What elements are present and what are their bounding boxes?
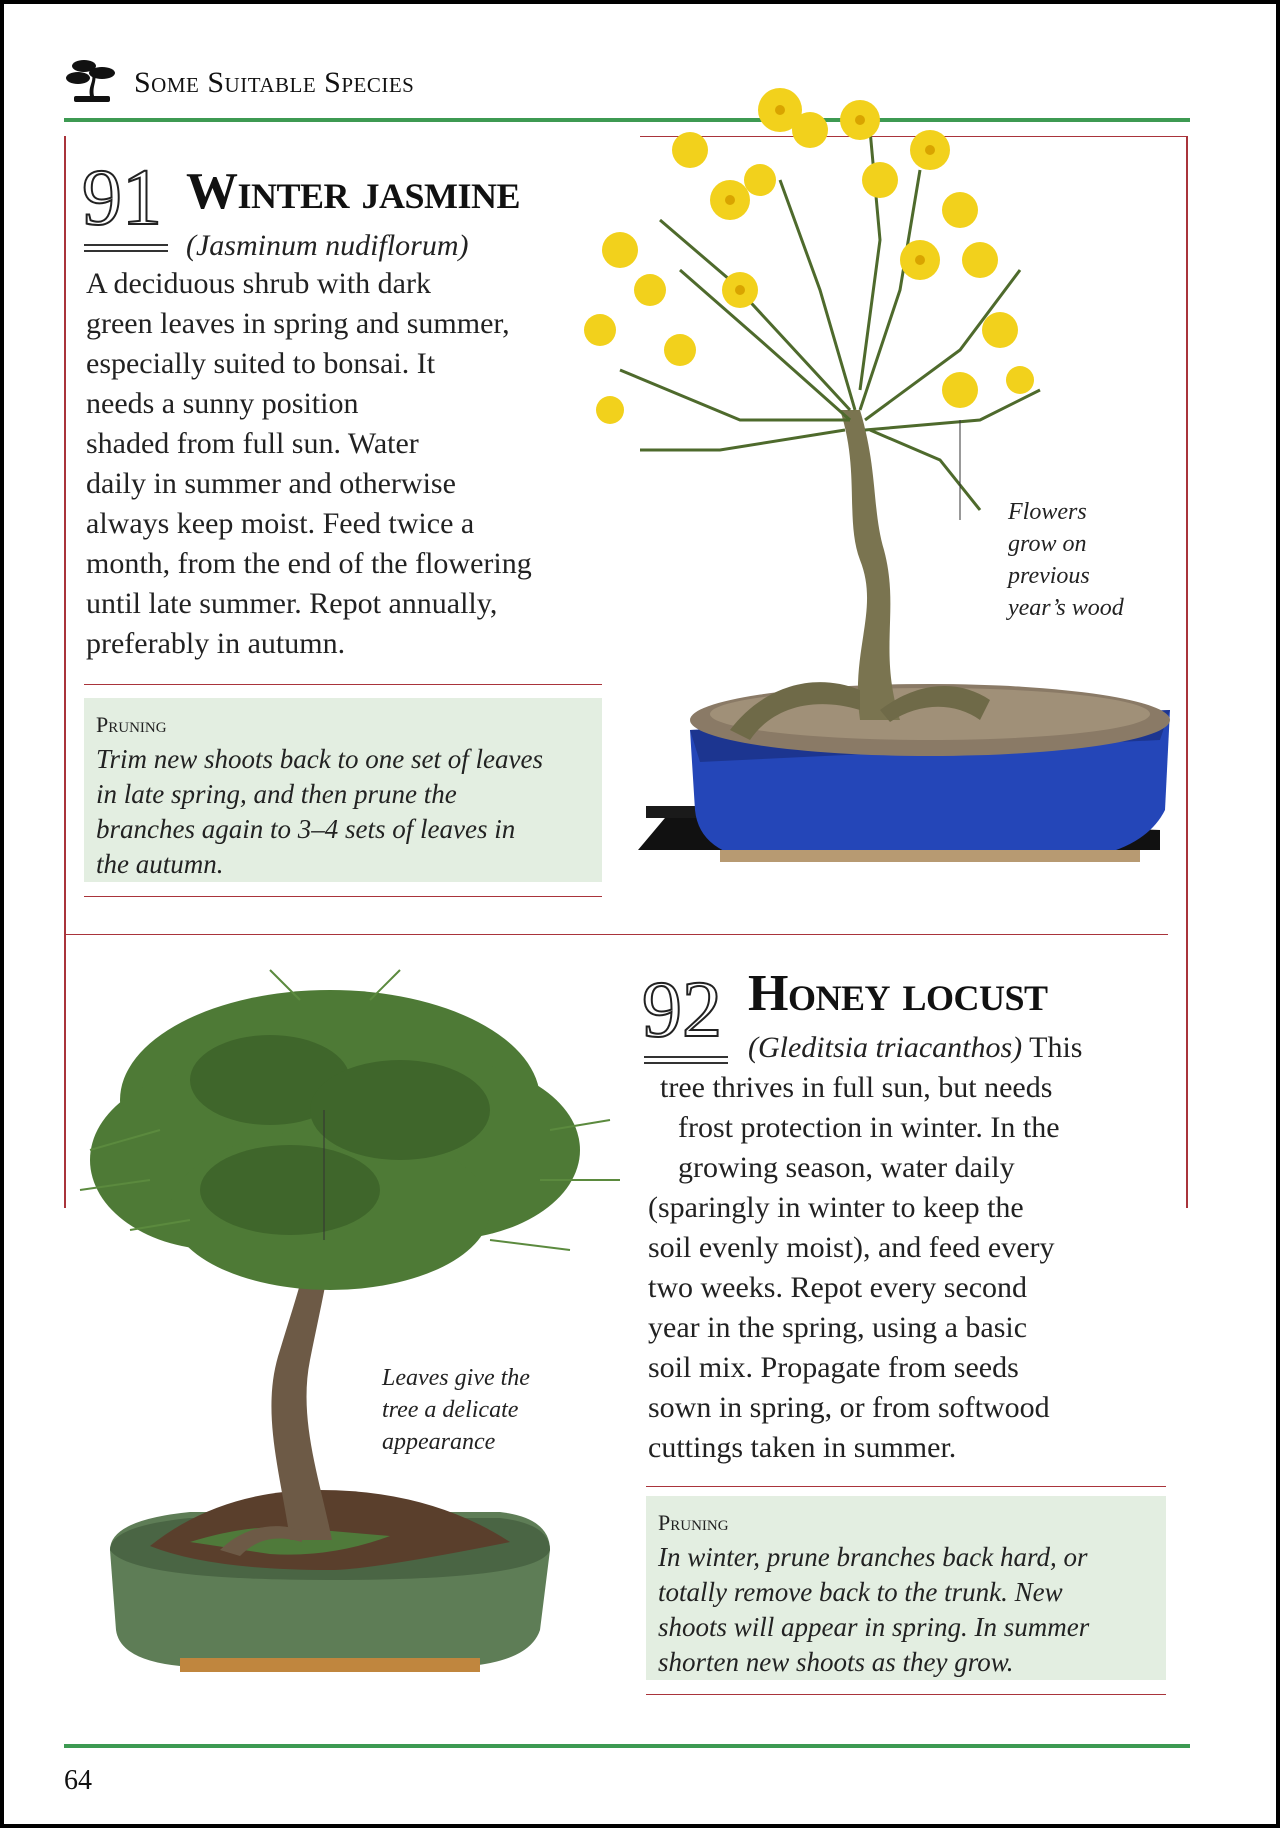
description-line: green leaves in spring and summer, <box>86 307 510 340</box>
description-line: frost protection in winter. In the <box>678 1111 1060 1144</box>
pruning-box <box>84 698 602 882</box>
description-line: A deciduous shrub with dark <box>86 267 431 300</box>
entry-first-line <box>748 1028 1082 1068</box>
number-rule <box>644 1056 728 1058</box>
caption-line: Flowers <box>1008 499 1087 525</box>
page-number: 64 <box>64 1765 92 1796</box>
pruning-line: the autumn. <box>96 849 224 879</box>
entry-description <box>648 1068 1060 1468</box>
caption-line: tree a delicate <box>382 1397 519 1423</box>
caption-line: Leaves give the <box>382 1365 530 1391</box>
pruning-rule-top <box>646 1486 1166 1487</box>
caption-line: appearance <box>382 1429 496 1455</box>
caption-line: previous <box>1008 563 1090 589</box>
pruning-rule-top <box>84 684 602 685</box>
description-line: growing season, water daily <box>678 1151 1015 1184</box>
image-caption <box>1008 496 1124 624</box>
description-line: soil evenly moist), and feed every <box>648 1231 1055 1264</box>
description-line: soil mix. Propagate from seeds <box>648 1351 1019 1384</box>
entry-latin-name: (Gleditsia triacanthos) <box>748 1031 1023 1064</box>
pruning-line: In winter, prune branches back hard, or <box>658 1542 1088 1572</box>
pruning-line: totally remove back to the trunk. New <box>658 1577 1063 1607</box>
description-line: (sparingly in winter to keep the <box>648 1191 1024 1224</box>
entry-number: 91 <box>82 154 162 242</box>
description-line: needs a sunny position <box>86 387 359 420</box>
pruning-rule-bottom <box>646 1694 1166 1695</box>
description-line: two weeks. Repot every second <box>648 1271 1028 1304</box>
footer-rule <box>64 1744 1190 1748</box>
pruning-box <box>646 1496 1166 1680</box>
bonsai-tree-icon <box>64 56 120 106</box>
honey-locust-bonsai-photo <box>70 930 650 1710</box>
number-rule <box>84 250 168 252</box>
entry-title: Winter jasmine <box>186 163 521 220</box>
entry-title: Honey locust <box>748 965 1048 1022</box>
pruning-text <box>96 742 588 882</box>
number-rule <box>644 1062 728 1064</box>
pruning-line: in late spring, and then prune the <box>96 779 457 809</box>
description-line: This <box>1022 1031 1083 1064</box>
description-line: daily in summer and otherwise <box>86 467 456 500</box>
pruning-line: branches again to 3–4 sets of leaves in <box>96 814 516 844</box>
description-line: always keep moist. Feed twice a <box>86 507 475 540</box>
description-line: shaded from full sun. Water <box>86 427 419 460</box>
section-title: Some Suitable Species <box>134 66 415 99</box>
entry-frame-left <box>64 136 66 1208</box>
number-rule <box>84 244 168 246</box>
caption-line: grow on <box>1008 531 1087 557</box>
description-line: tree thrives in full sun, but needs <box>660 1071 1053 1104</box>
description-line: month, from the end of the flowering <box>86 547 532 580</box>
jasmine-bonsai-photo <box>560 90 1190 890</box>
description-line: cuttings taken in summer. <box>648 1431 957 1464</box>
entry-number: 92 <box>642 966 722 1054</box>
pruning-line: shorten new shoots as they grow. <box>658 1647 1014 1677</box>
entry-description <box>86 264 532 664</box>
description-line: until late summer. Repot annually, <box>86 587 498 620</box>
description-line: sown in spring, or from softwood <box>648 1391 1050 1424</box>
description-line: year in the spring, using a basic <box>648 1311 1028 1344</box>
pruning-line: shoots will appear in spring. In summer <box>658 1612 1090 1642</box>
description-line: especially suited to bonsai. It <box>86 347 436 380</box>
caption-line: year’s wood <box>1008 595 1124 621</box>
description-line: preferably in autumn. <box>86 627 346 660</box>
pruning-text <box>658 1540 1152 1680</box>
entry-latin-name: (Jasminum nudiflorum) <box>186 229 469 262</box>
pruning-label: Pruning <box>658 1510 729 1535</box>
pruning-rule-bottom <box>84 896 602 897</box>
pruning-label: Pruning <box>96 712 167 737</box>
pruning-line: Trim new shoots back to one set of leaves <box>96 744 543 774</box>
image-caption <box>382 1362 530 1458</box>
